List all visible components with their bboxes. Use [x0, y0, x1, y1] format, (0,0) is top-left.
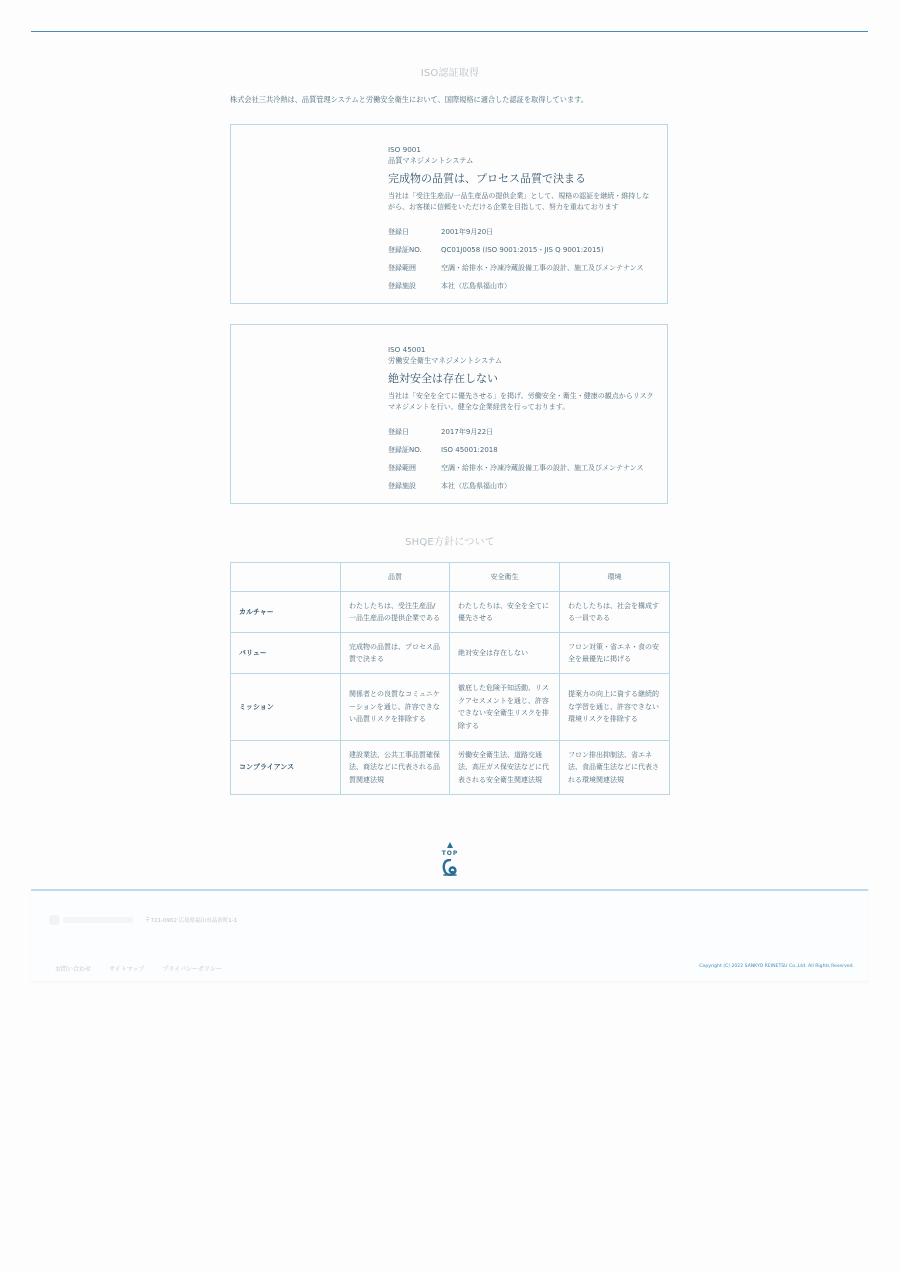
footer-copyright: Copyright (C) 2022 SANKYO REINETSU Co.,Ltd. All Rights Reserved.	[699, 964, 854, 969]
cert-description: 当社は「安全を全てに優先させる」を掲げ、労働安全・衛生・健康の観点からリスクマネジメントを行い、健全な企業経営を行っております。	[388, 392, 654, 411]
iso-intro-text: 株式会社三共冷熱は、品質管理システムと労働安全衛生において、国際規格に適合した認証を取得しています。	[230, 95, 588, 104]
table-cell: 建設業法、公共工事品質確保法、商法などに代表される品質関連法規	[341, 741, 450, 795]
cert-row	[388, 277, 658, 295]
table-cell: フロン対策・省エネ・食の安全を最優先に掲げる	[560, 633, 670, 674]
cert-row	[388, 441, 658, 459]
iso-section-title: ISO認証取得	[420, 68, 480, 79]
footer-link-privacy[interactable]: プライバシーポリシー	[162, 966, 223, 973]
table-header-row	[231, 563, 670, 592]
cert-row	[388, 459, 658, 477]
cert-details	[388, 223, 658, 295]
cert-row-key: 登録証NO.	[388, 246, 422, 254]
cert-row	[388, 259, 658, 277]
cert-row	[388, 241, 658, 259]
table-cell: わたしたちは、社会を構成する一員である	[560, 592, 670, 633]
table-row	[231, 674, 670, 741]
table-row-header: バリュー	[231, 633, 341, 674]
top-divider	[31, 31, 868, 32]
cert-row-value: 2001年9月20日	[441, 228, 494, 236]
cert-card-iso45001	[230, 324, 668, 504]
table-header-cell: 環境	[560, 563, 670, 592]
footer-link-contact[interactable]: お問い合わせ	[55, 966, 92, 973]
back-to-top-button[interactable]	[436, 842, 464, 882]
cert-system-name: 労働安全衛生マネジメントシステム	[388, 356, 503, 365]
shqe-section-title: SHQE方針について	[405, 537, 495, 548]
cert-code: ISO 9001	[388, 145, 421, 154]
table-cell: わたしたちは、安全を全てに優先させる	[450, 592, 560, 633]
table-row-header: ミッション	[231, 674, 341, 741]
table-row	[231, 741, 670, 795]
back-to-top-label: TOP	[441, 850, 459, 857]
cert-row-key: 登録日	[388, 428, 409, 436]
table-header-cell: 品質	[341, 563, 450, 592]
cert-row-key: 登録範囲	[388, 264, 416, 272]
cert-card-iso9001	[230, 124, 668, 304]
footer-logo-icon	[49, 909, 139, 931]
cert-row-key: 登録日	[388, 228, 409, 236]
table-cell: 関係者との良質なコミュニケーションを通じ、許容できない品質リスクを排除する	[341, 674, 450, 741]
table-header-cell	[231, 563, 341, 592]
cert-details	[388, 423, 658, 495]
cert-row-key: 登録証NO.	[388, 446, 422, 454]
table-cell: わたしたちは、受注生産品/一品生産品の提供企業である	[341, 592, 450, 633]
cert-row-value: 本社（広島県福山市）	[441, 482, 511, 490]
footer-link-sitemap[interactable]: サイトマップ	[109, 966, 145, 973]
cert-row-value: QC01J0058 (ISO 9001:2015・JIS Q 9001:2015)	[441, 246, 604, 254]
table-cell: フロン排出抑制法、省エネ法、食品衛生法などに代表される環境関連法規	[560, 741, 670, 795]
shqe-policy-table	[230, 562, 670, 795]
table-cell: 完成物の品質は、プロセス品質で決まる	[341, 633, 450, 674]
cert-row-value: 空調・給排水・冷凍冷蔵設備工事の設計、施工及びメンテナンス	[441, 264, 644, 272]
cert-row-value: 本社（広島県福山市）	[441, 282, 511, 290]
table-cell: 絶対安全は存在しない	[450, 633, 560, 674]
cert-row	[388, 423, 658, 441]
footer-links	[55, 964, 222, 973]
footer-address: 〒721-0902 広島県福山市品治町1-1	[145, 918, 238, 924]
cert-headline: 完成物の品質は、プロセス品質で決まる	[388, 172, 586, 185]
table-cell: 労働安全衛生法、道路交通法、高圧ガス保安法などに代表される安全衛生関連法規	[450, 741, 560, 795]
cert-row	[388, 477, 658, 495]
table-row-header: コンプライアンス	[231, 741, 341, 795]
table-row	[231, 592, 670, 633]
table-header-cell: 安全衛生	[450, 563, 560, 592]
cert-headline: 絶対安全は存在しない	[388, 372, 498, 385]
cert-row	[388, 223, 658, 241]
table-cell: 徹底した危険予知活動、リスクアセスメントを通じ、許容できない安全衛生リスクを排除する	[450, 674, 560, 741]
cert-description: 当社は「受注生産品/一品生産品の提供企業」として、規格の認証を継続・維持しながら、お客様に信頼をいただける企業を目指して、努力を重ねております	[388, 192, 650, 211]
cert-code: ISO 45001	[388, 345, 426, 354]
cert-system-name: 品質マネジメントシステム	[388, 156, 474, 165]
cert-row-value: ISO 45001:2018	[441, 446, 498, 454]
arrow-up-icon	[447, 842, 453, 848]
cert-row-value: 空調・給排水・冷凍冷蔵設備工事の設計、施工及びメンテナンス	[441, 464, 644, 472]
cert-row-key: 登録範囲	[388, 464, 416, 472]
site-footer	[31, 889, 868, 981]
cert-row-key: 登録施設	[388, 482, 416, 490]
table-row-header: カルチャー	[231, 592, 341, 633]
table-row	[231, 633, 670, 674]
cert-row-value: 2017年9月22日	[441, 428, 494, 436]
company-logo-icon	[442, 859, 458, 877]
table-cell: 提案力の向上に資する継続的な学習を通じ、許容できない環境リスクを排除する	[560, 674, 670, 741]
cert-row-key: 登録施設	[388, 282, 416, 290]
